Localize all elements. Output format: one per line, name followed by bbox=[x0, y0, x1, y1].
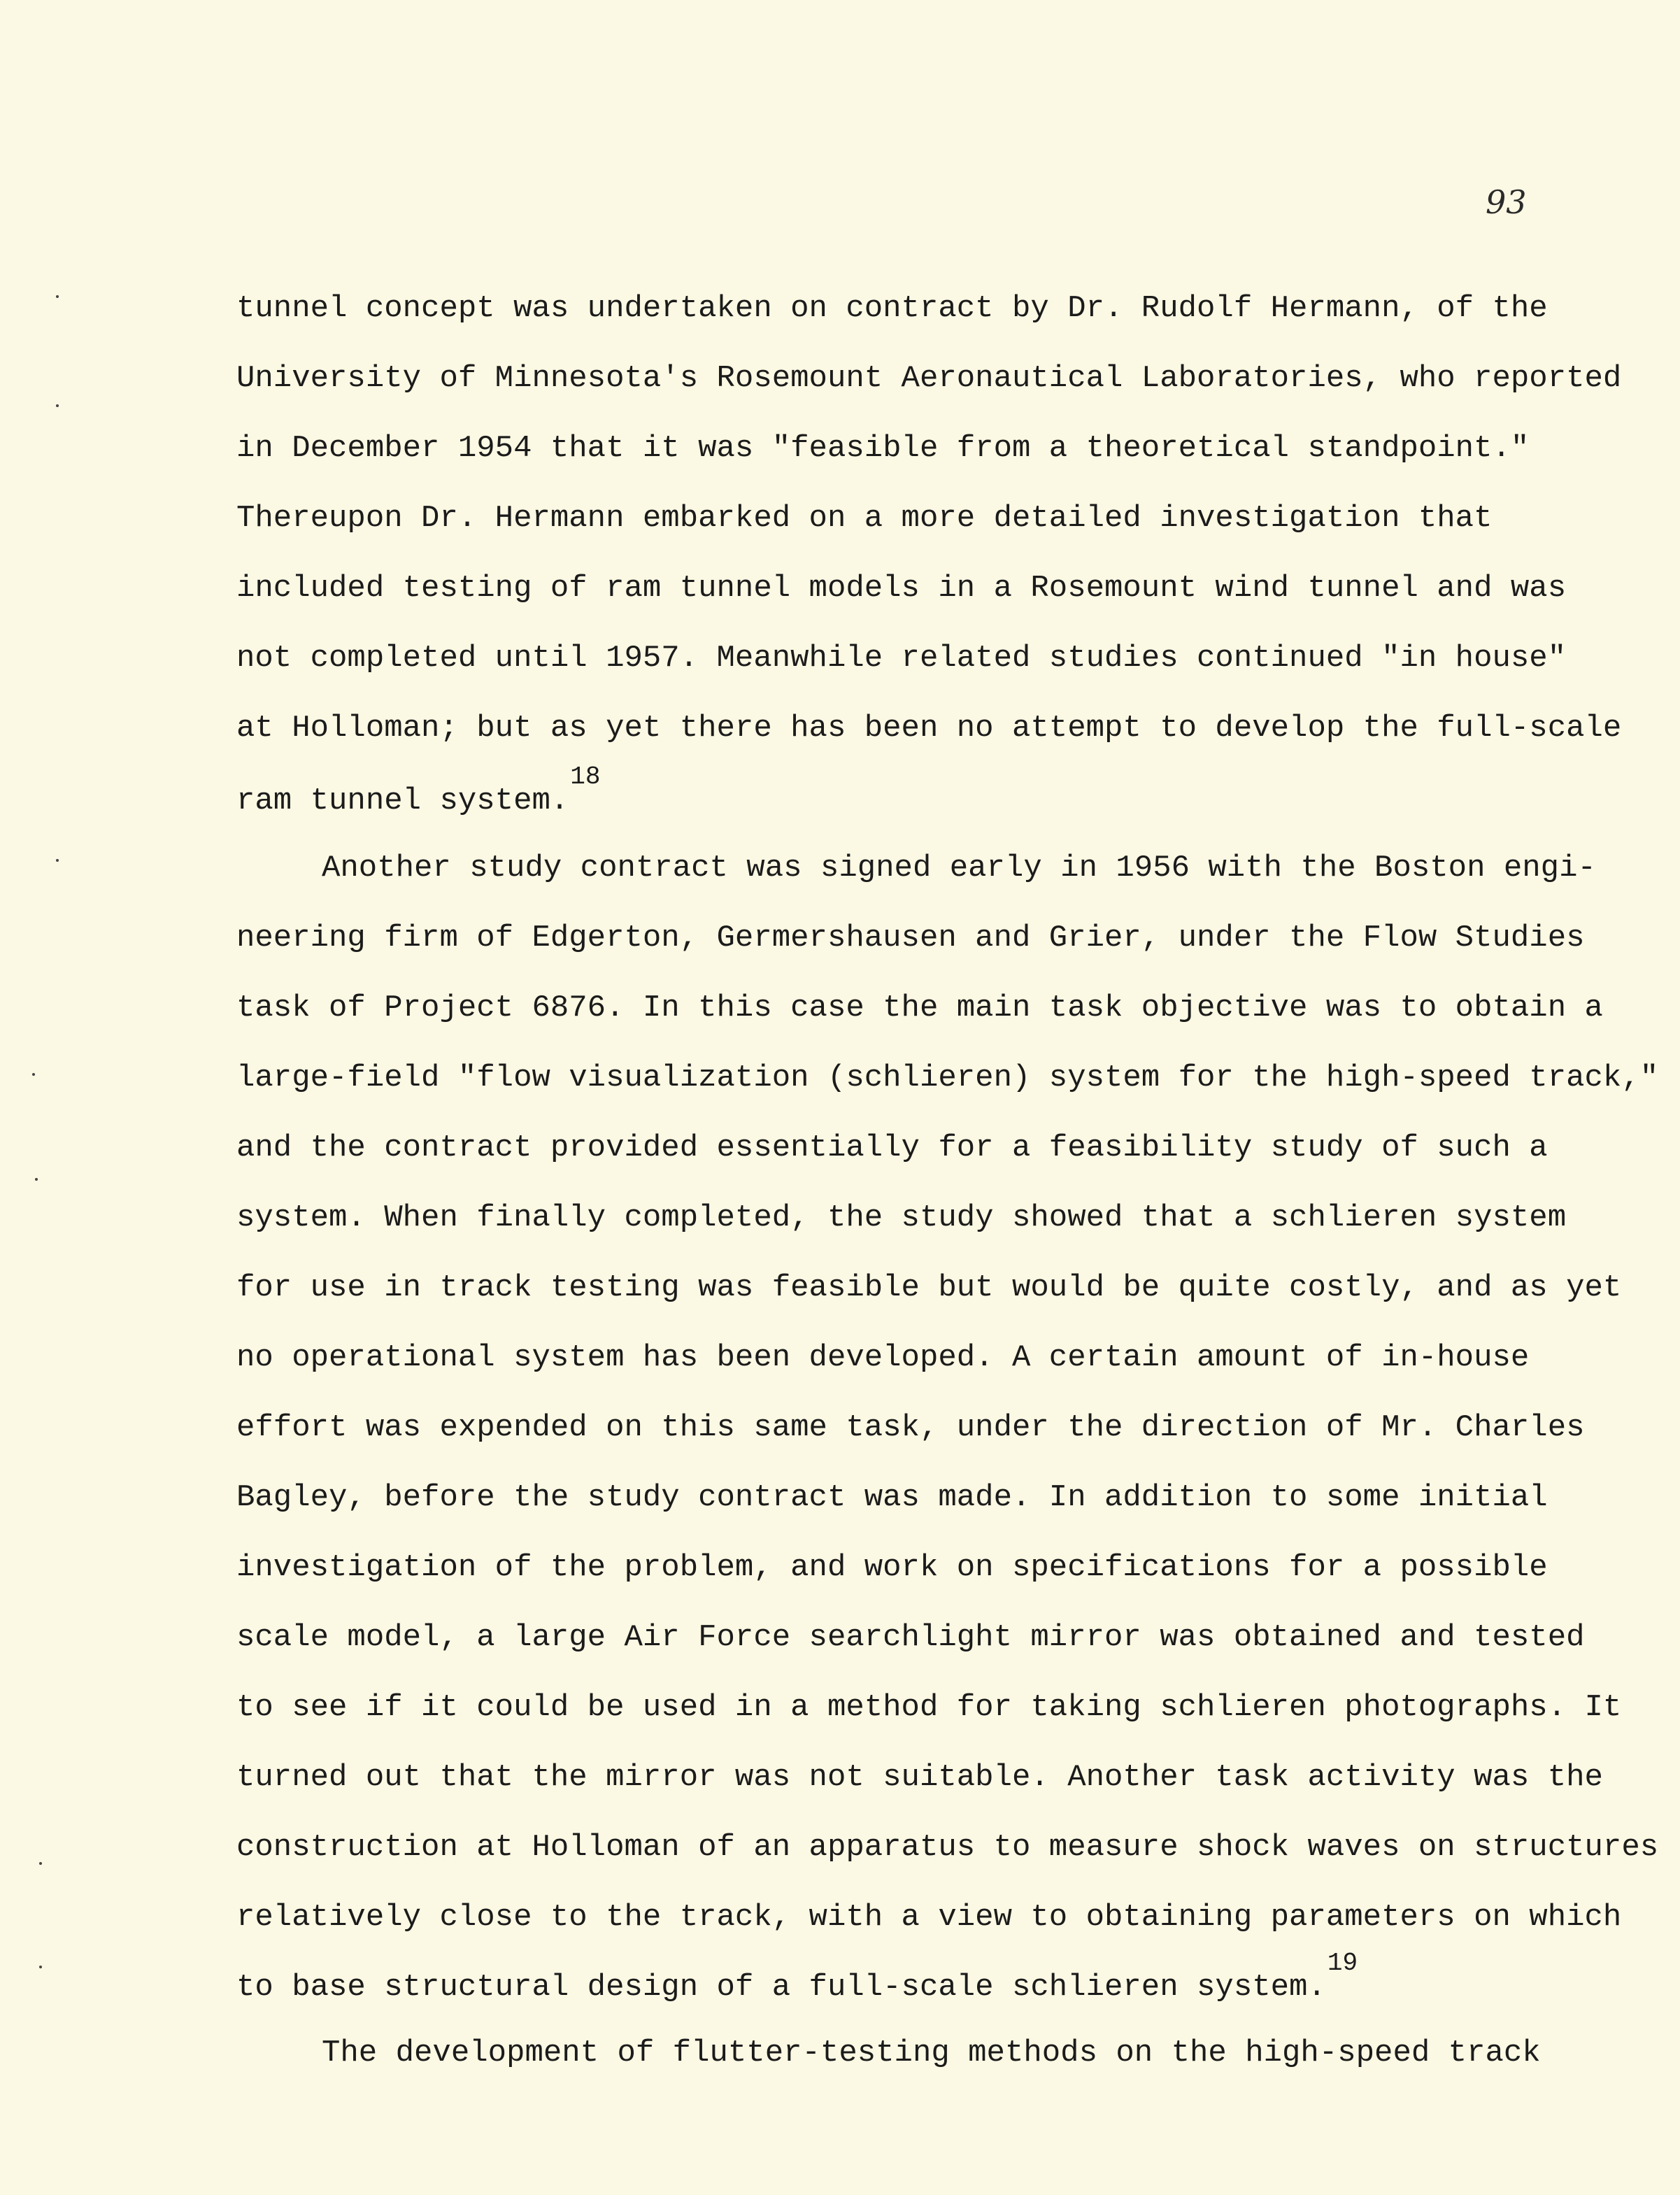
text-line-8-body: ram tunnel system. bbox=[236, 783, 569, 818]
text-line-13: and the contract provided essentially for a feasibility study of such a bbox=[236, 1130, 1548, 1165]
text-line-8 bbox=[236, 762, 601, 818]
text-line-3: in December 1954 that it was "feasible from a theoretical standpoint." bbox=[236, 431, 1530, 466]
page-number: 93 bbox=[1486, 183, 1527, 221]
text-line-25-body: to base structural design of a full-scale schlieren system. bbox=[236, 1970, 1326, 2005]
text-line-22: turned out that the mirror was not suitable. Another task activity was the bbox=[236, 1760, 1603, 1795]
scan-speck bbox=[56, 404, 59, 407]
footnote-marker-19: 19 bbox=[1327, 1949, 1358, 1977]
text-line-2: University of Minnesota's Rosemount Aeronautical Laboratories, who reported bbox=[236, 361, 1622, 396]
text-line-1: tunnel concept was undertaken on contract by Dr. Rudolf Hermann, of the bbox=[236, 291, 1548, 326]
text-line-11: task of Project 6876. In this case the main task objective was to obtain a bbox=[236, 990, 1603, 1025]
text-line-15: for use in track testing was feasible but would be quite costly, and as yet bbox=[236, 1270, 1622, 1305]
text-line-23: construction at Holloman of an apparatus to measure shock waves on structures bbox=[236, 1830, 1659, 1865]
scan-speck bbox=[35, 1178, 38, 1181]
scan-speck bbox=[39, 1966, 42, 1968]
text-line-20: scale model, a large Air Force searchlight mirror was obtained and tested bbox=[236, 1620, 1585, 1655]
text-line-9: Another study contract was signed early in 1956 with the Boston engi- bbox=[322, 851, 1596, 886]
scan-speck bbox=[32, 1073, 35, 1076]
text-line-19: investigation of the problem, and work on specifications for a possible bbox=[236, 1550, 1548, 1585]
text-line-5: included testing of ram tunnel models in a Rosemount wind tunnel and was bbox=[236, 571, 1567, 606]
text-line-26: The development of flutter-testing methods on the high-speed track bbox=[322, 2036, 1541, 2070]
scan-speck bbox=[39, 1862, 42, 1865]
text-line-16: no operational system has been developed. A certain amount of in-house bbox=[236, 1340, 1530, 1375]
text-line-7: at Holloman; but as yet there has been no attempt to develop the full-scale bbox=[236, 711, 1622, 746]
text-line-21: to see if it could be used in a method for taking schlieren photographs. It bbox=[236, 1690, 1622, 1725]
text-line-10: neering firm of Edgerton, Germershausen and Grier, under the Flow Studies bbox=[236, 921, 1585, 956]
scan-speck bbox=[56, 859, 59, 862]
footnote-marker-18: 18 bbox=[570, 762, 601, 791]
text-line-4: Thereupon Dr. Hermann embarked on a more detailed investigation that bbox=[236, 501, 1493, 536]
text-line-12: large-field "flow visualization (schlieren) system for the high-speed track," bbox=[236, 1060, 1659, 1095]
scan-speck bbox=[56, 295, 59, 298]
text-line-24: relatively close to the track, with a view to obtaining parameters on which bbox=[236, 1900, 1622, 1935]
text-line-25 bbox=[236, 1949, 1358, 2005]
text-line-14: system. When finally completed, the study showed that a schlieren system bbox=[236, 1200, 1567, 1235]
text-line-6: not completed until 1957. Meanwhile related studies continued "in house" bbox=[236, 641, 1567, 676]
text-line-18: Bagley, before the study contract was made. In addition to some initial bbox=[236, 1480, 1548, 1515]
text-line-17: effort was expended on this same task, under the direction of Mr. Charles bbox=[236, 1410, 1585, 1445]
